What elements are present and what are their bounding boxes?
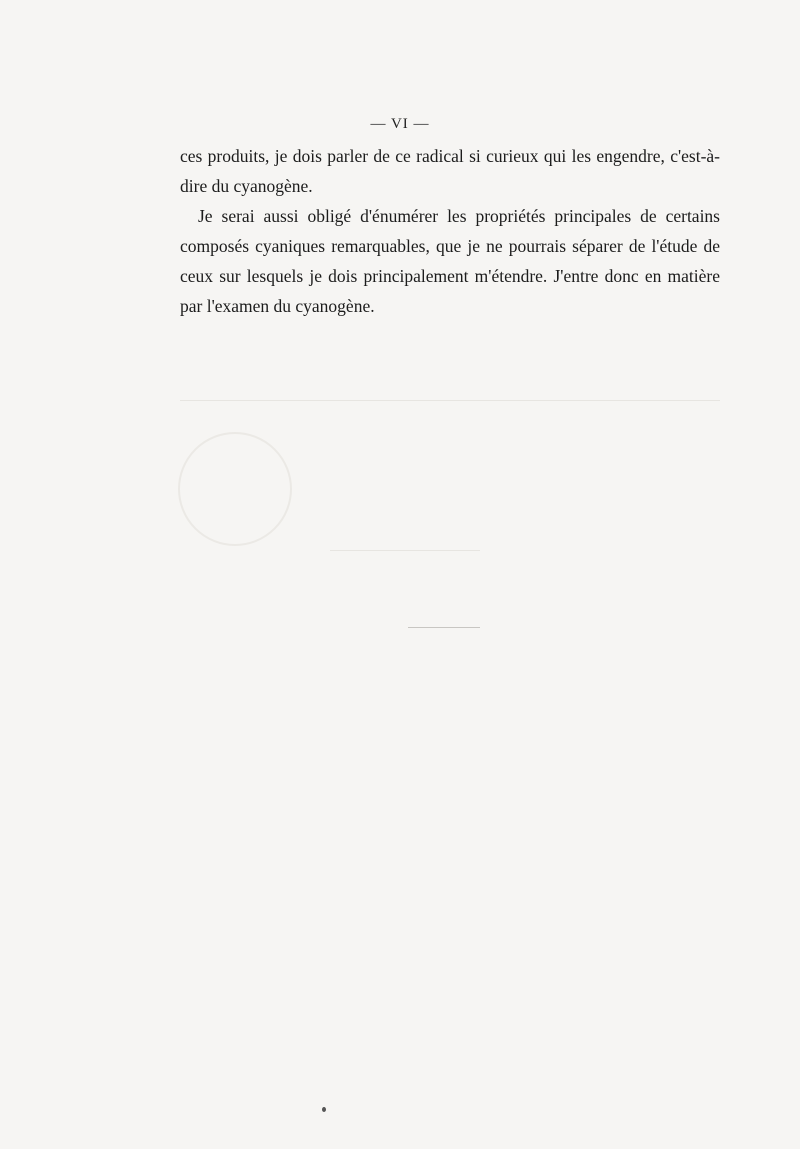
- page-number: — VI —: [370, 116, 430, 132]
- bleed-through-stamp: [178, 432, 292, 546]
- paragraph: Je serai aussi obligé d'énumérer les propriétés principales de certains composés cyaniques remarquables, que je ne pourrais séparer de l'étude de ceux sur lesquels je dois principalement m'étendre. J'entre donc en matière par l'examen du cyanogène.: [180, 206, 720, 316]
- bleed-through-rule: [180, 400, 720, 401]
- paragraph-continuation: ces produits, je dois parler de ce radical si curieux qui les engendre, c'est-à-dire du cyanogène.: [180, 146, 720, 196]
- short-rule: [408, 627, 480, 628]
- ink-speck: [322, 1107, 326, 1112]
- body-text: [180, 141, 720, 321]
- bleed-through-rule: [330, 550, 480, 551]
